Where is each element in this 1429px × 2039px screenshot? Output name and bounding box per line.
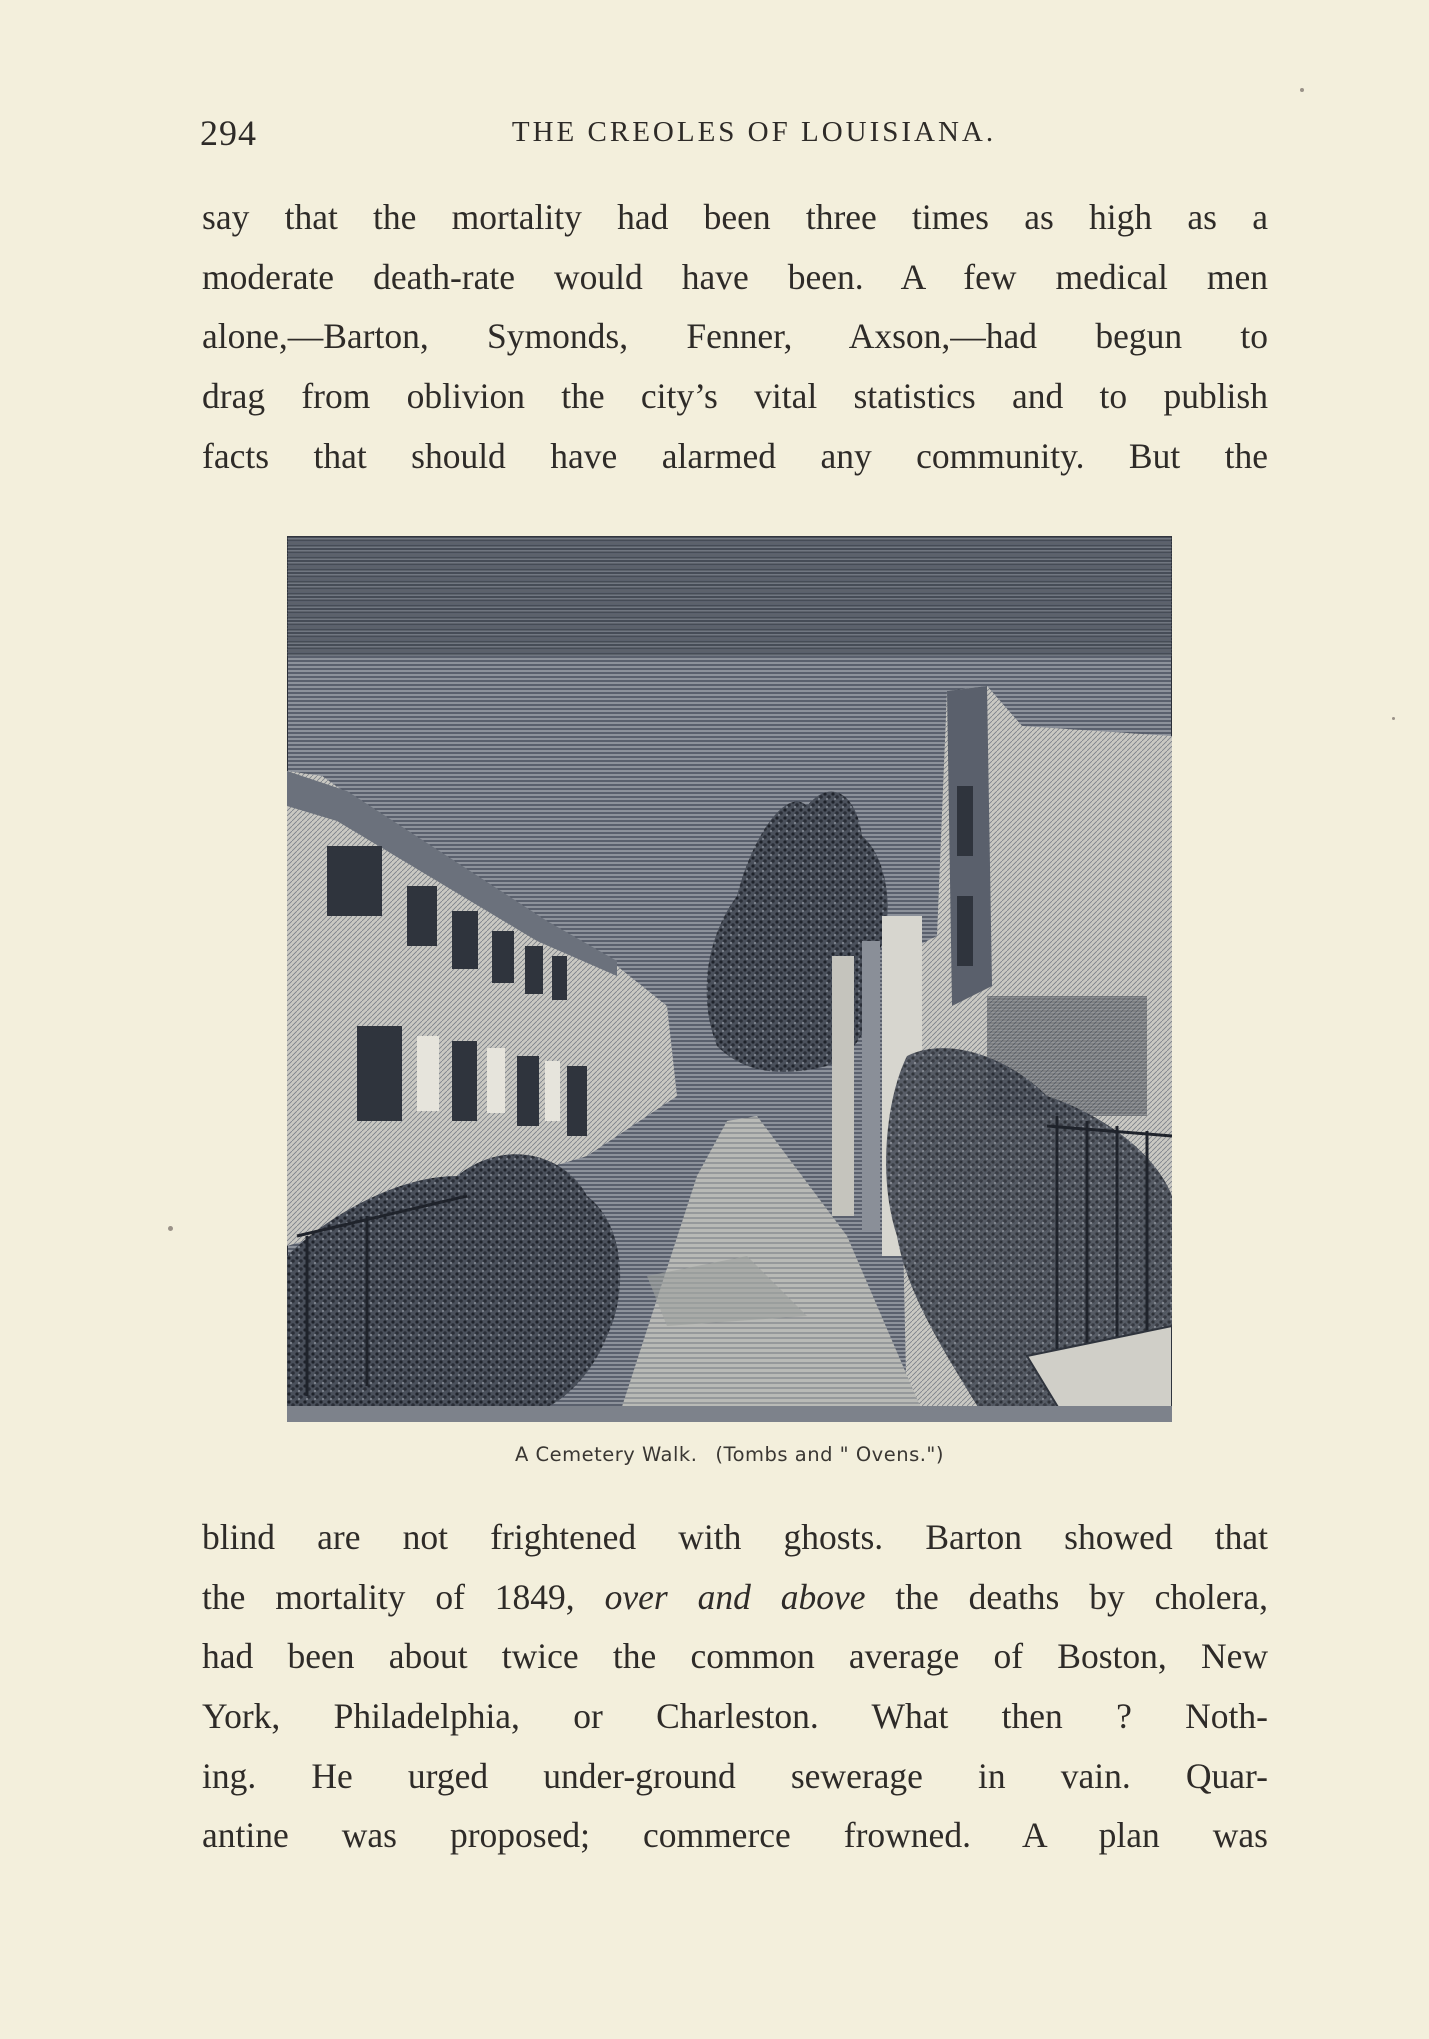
text-line: say that the mortality had been three times as high as a (202, 197, 1268, 237)
body-text-top (202, 188, 1268, 486)
text-line: alone,—Barton, Symonds, Fenner, Axson,—had begun to (202, 316, 1268, 357)
page-number: 294 (200, 113, 257, 153)
text-line: antine was proposed; commerce frowned. A plan was (202, 1815, 1268, 1856)
cemetery-walk-engraving (287, 536, 1172, 1422)
text-line: had been about twice the common average of Boston, New (202, 1636, 1268, 1677)
text-line: York, Philadelphia, or Charleston. What then ? Noth- (202, 1696, 1268, 1737)
engraving-illustration (287, 536, 1172, 1422)
caption-main: A Cemetery Walk. (514, 1443, 698, 1466)
caption-sub: (Tombs and " Ovens.") (715, 1443, 945, 1466)
page-header (200, 112, 1268, 162)
text-segment: the deaths by cholera, (865, 1576, 1269, 1617)
text-line: facts that should have alarmed any community. But the (202, 435, 1268, 476)
italic-phrase: over and above (604, 1576, 866, 1617)
text-line: blind are not frightened with ghosts. Barton showed that (202, 1517, 1268, 1557)
running-title: THE CREOLES OF LOUISIANA. (511, 116, 997, 148)
text-segment: the mortality of 1849, (202, 1576, 605, 1617)
text-line-with-italic (202, 1568, 1268, 1628)
text-line: ing. He urged under-ground sewerage in vain. Quar- (202, 1755, 1268, 1796)
body-text-bottom (202, 1508, 1268, 1866)
text-line: drag from oblivion the city’s vital statistics and to publish (202, 376, 1268, 417)
figure-caption (287, 1443, 1172, 1466)
text-line: moderate death-rate would have been. A few medical men (202, 256, 1268, 297)
